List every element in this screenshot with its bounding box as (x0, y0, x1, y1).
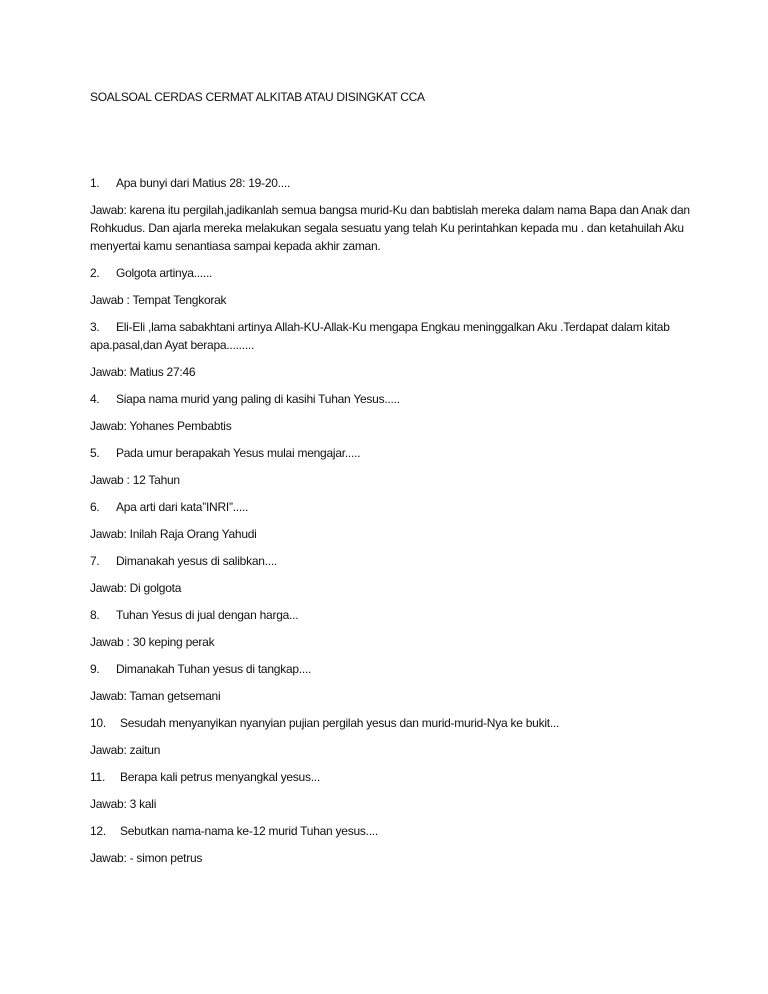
question-5 (90, 444, 690, 462)
answer-6: Jawab: Inilah Raja Orang Yahudi (90, 527, 257, 541)
question-1 (90, 174, 690, 192)
answer-1: Jawab: karena itu pergilah,jadikanlah semua bangsa murid-Ku dan babtislah mereka dalam nama Bapa dan Anak dan Rohkudus. Dan ajarla mereka melakukan segala sesuatu yang telah Ku perintahkan kepada mu . dan ketahuilah Aku menyertai kamu senantiasa sampai kepada akhir zaman. (90, 203, 690, 253)
answer-3: Jawab: Matius 27:46 (90, 365, 196, 379)
question-number: 8. (90, 608, 100, 622)
answer-8: Jawab : 30 keping perak (90, 635, 215, 649)
question-text: Apa arti dari kata”INRI”..... (116, 500, 249, 514)
document-title: SOALSOAL CERDAS CERMAT ALKITAB ATAU DISINGKAT CCA (90, 90, 425, 104)
question-number: 2. (90, 266, 100, 280)
question-number: 1. (90, 176, 100, 190)
qa-list (90, 174, 690, 876)
question-text: Eli-Eli ,lama sabakhtani artinya Allah-KU-Allak-Ku mengapa Engkau meninggalkan Aku .Terdapat dalam kitab apa.pasal,dan Ayat berapa......... (90, 320, 670, 352)
answer-12: Jawab: - simon petrus (90, 851, 203, 865)
answer-4: Jawab: Yohanes Pembabtis (90, 419, 232, 433)
question-text: Siapa nama murid yang paling di kasihi Tuhan Yesus..... (116, 392, 400, 406)
question-text: Sebutkan nama-nama ke-12 murid Tuhan yesus.... (120, 824, 378, 838)
question-number: 9. (90, 662, 100, 676)
question-text: Sesudah menyanyikan nyanyian pujian pergilah yesus dan murid-murid-Nya ke bukit... (120, 716, 560, 730)
question-text: Dimanakah Tuhan yesus di tangkap.... (116, 662, 312, 676)
question-text: Tuhan Yesus di jual dengan harga... (116, 608, 299, 622)
question-6 (90, 498, 690, 516)
question-number: 4. (90, 392, 100, 406)
question-number: 3. (90, 320, 100, 334)
question-3 (90, 318, 690, 354)
question-number: 6. (90, 500, 100, 514)
question-text: Golgota artinya...... (116, 266, 213, 280)
question-number: 12. (90, 824, 106, 838)
question-number: 7. (90, 554, 100, 568)
question-number: 11. (90, 770, 106, 784)
question-text: Dimanakah yesus di salibkan.... (116, 554, 277, 568)
answer-5: Jawab : 12 Tahun (90, 473, 180, 487)
question-8 (90, 606, 690, 624)
question-text: Apa bunyi dari Matius 28: 19-20.... (116, 176, 291, 190)
question-11 (90, 768, 690, 786)
question-7 (90, 552, 690, 570)
question-number: 10. (90, 716, 106, 730)
answer-7: Jawab: Di golgota (90, 581, 182, 595)
question-9 (90, 660, 690, 678)
question-10 (90, 714, 690, 732)
question-text: Berapa kali petrus menyangkal yesus... (120, 770, 320, 784)
question-12 (90, 822, 690, 840)
question-2 (90, 264, 690, 282)
answer-2: Jawab : Tempat Tengkorak (90, 293, 227, 307)
answer-10: Jawab: zaitun (90, 743, 161, 757)
answer-11: Jawab: 3 kali (90, 797, 157, 811)
answer-9: Jawab: Taman getsemani (90, 689, 221, 703)
question-4 (90, 390, 690, 408)
question-text: Pada umur berapakah Yesus mulai mengajar..... (116, 446, 361, 460)
question-number: 5. (90, 446, 100, 460)
